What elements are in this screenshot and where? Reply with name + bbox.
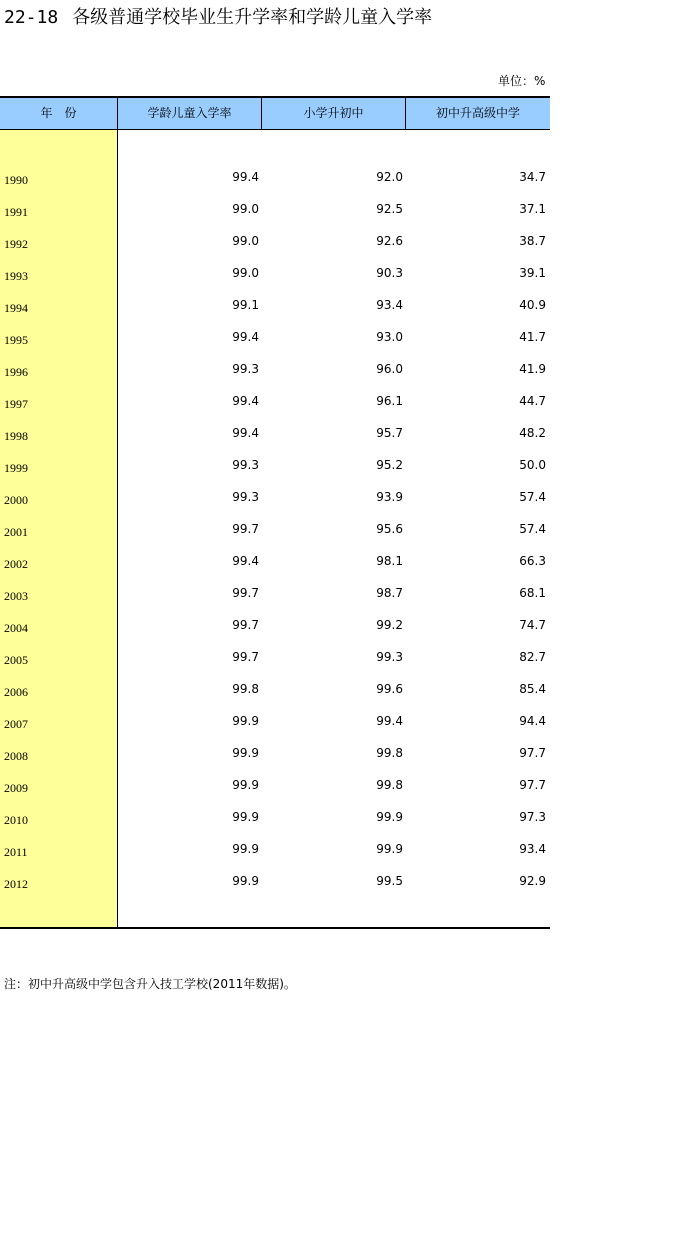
junior-to-senior-cell: 85.4: [519, 682, 546, 696]
primary-to-junior-cell: 99.6: [376, 682, 403, 696]
junior-to-senior-cell: 92.9: [519, 874, 546, 888]
primary-to-junior-cell: 98.1: [376, 554, 403, 568]
junior-to-senior-cell: 97.3: [519, 810, 546, 824]
table-row: [0, 520, 550, 552]
primary-to-junior-cell: 99.9: [376, 810, 403, 824]
junior-to-senior-cell: 68.1: [519, 586, 546, 600]
year-cell: 2004: [4, 621, 28, 635]
primary-to-junior-cell: 92.6: [376, 234, 403, 248]
junior-to-senior-cell: 74.7: [519, 618, 546, 632]
table-row: [0, 296, 550, 328]
table-row: [0, 168, 550, 200]
table-row: [0, 744, 550, 776]
school-age-enrollment-cell: 99.7: [232, 650, 259, 664]
table-row: [0, 648, 550, 680]
junior-to-senior-cell: 37.1: [519, 202, 546, 216]
school-age-enrollment-cell: 99.8: [232, 682, 259, 696]
school-age-enrollment-cell: 99.4: [232, 426, 259, 440]
year-cell: 2012: [4, 877, 28, 891]
junior-to-senior-cell: 93.4: [519, 842, 546, 856]
school-age-enrollment-cell: 99.4: [232, 394, 259, 408]
junior-to-senior-cell: 34.7: [519, 170, 546, 184]
table-bottom-rule: [0, 927, 550, 929]
year-cell: 2003: [4, 589, 28, 603]
header-primary-to-junior: 小学升初中: [261, 98, 405, 129]
junior-to-senior-cell: 38.7: [519, 234, 546, 248]
primary-to-junior-cell: 92.5: [376, 202, 403, 216]
school-age-enrollment-cell: 99.3: [232, 458, 259, 472]
school-age-enrollment-cell: 99.4: [232, 330, 259, 344]
table-row: [0, 584, 550, 616]
header-year: 年 份: [40, 106, 77, 120]
year-cell: 2006: [4, 685, 28, 699]
table-title: 各级普通学校毕业生升学率和学龄儿童入学率: [72, 7, 433, 28]
junior-to-senior-cell: 82.7: [519, 650, 546, 664]
primary-to-junior-cell: 99.2: [376, 618, 403, 632]
table-row: [0, 360, 550, 392]
primary-to-junior-cell: 99.8: [376, 778, 403, 792]
primary-to-junior-cell: 96.1: [376, 394, 403, 408]
school-age-enrollment-cell: 99.4: [232, 554, 259, 568]
primary-to-junior-cell: 92.0: [376, 170, 403, 184]
school-age-enrollment-cell: 99.9: [232, 778, 259, 792]
junior-to-senior-cell: 66.3: [519, 554, 546, 568]
table-row: [0, 232, 550, 264]
year-cell: 1994: [4, 301, 28, 315]
footnote: 注：初中升高级中学包含升入技工学校(2011年数据)。: [4, 977, 296, 991]
junior-to-senior-cell: 97.7: [519, 778, 546, 792]
primary-to-junior-cell: 95.2: [376, 458, 403, 472]
junior-to-senior-cell: 57.4: [519, 522, 546, 536]
table-row: [0, 328, 550, 360]
school-age-enrollment-cell: 99.3: [232, 362, 259, 376]
junior-to-senior-cell: 41.9: [519, 362, 546, 376]
primary-to-junior-cell: 99.5: [376, 874, 403, 888]
header-junior-to-senior: 初中升高级中学: [405, 98, 550, 129]
year-cell: 2011: [4, 845, 28, 859]
year-cell: 1998: [4, 429, 28, 443]
table-row: [0, 264, 550, 296]
school-age-enrollment-cell: 99.0: [232, 266, 259, 280]
primary-to-junior-cell: 95.7: [376, 426, 403, 440]
table-row: [0, 456, 550, 488]
year-cell: 1995: [4, 333, 28, 347]
table-header: [0, 98, 550, 130]
school-age-enrollment-cell: 99.9: [232, 746, 259, 760]
junior-to-senior-cell: 57.4: [519, 490, 546, 504]
year-cell: 2002: [4, 557, 28, 571]
school-age-enrollment-cell: 99.1: [232, 298, 259, 312]
year-cell: 2008: [4, 749, 28, 763]
school-age-enrollment-cell: 99.7: [232, 618, 259, 632]
unit-label: 单位：%: [498, 74, 546, 88]
table-row: [0, 808, 550, 840]
table-row: [0, 840, 550, 872]
primary-to-junior-cell: 93.9: [376, 490, 403, 504]
table-row: [0, 776, 550, 808]
primary-to-junior-cell: 96.0: [376, 362, 403, 376]
primary-to-junior-cell: 93.0: [376, 330, 403, 344]
table-row: [0, 616, 550, 648]
year-cell: 2010: [4, 813, 28, 827]
primary-to-junior-cell: 98.7: [376, 586, 403, 600]
primary-to-junior-cell: 99.3: [376, 650, 403, 664]
primary-to-junior-cell: 99.8: [376, 746, 403, 760]
year-cell: 1993: [4, 269, 28, 283]
table-number: 22-18: [4, 7, 59, 28]
year-cell: 1992: [4, 237, 28, 251]
school-age-enrollment-cell: 99.9: [232, 842, 259, 856]
table-row: [0, 872, 550, 904]
year-cell: 1997: [4, 397, 28, 411]
table-row: [0, 392, 550, 424]
school-age-enrollment-cell: 99.4: [232, 170, 259, 184]
table-row: [0, 424, 550, 456]
school-age-enrollment-cell: 99.0: [232, 234, 259, 248]
primary-to-junior-cell: 90.3: [376, 266, 403, 280]
junior-to-senior-cell: 94.4: [519, 714, 546, 728]
header-school-age-enrollment: 学龄儿童入学率: [117, 98, 261, 129]
primary-to-junior-cell: 99.9: [376, 842, 403, 856]
table-row: [0, 488, 550, 520]
primary-to-junior-cell: 95.6: [376, 522, 403, 536]
junior-to-senior-cell: 41.7: [519, 330, 546, 344]
year-cell: 2001: [4, 525, 28, 539]
year-cell: 1996: [4, 365, 28, 379]
table-row: [0, 200, 550, 232]
table-body: [0, 168, 550, 904]
year-cell: 2005: [4, 653, 28, 667]
year-cell: 2009: [4, 781, 28, 795]
primary-to-junior-cell: 99.4: [376, 714, 403, 728]
school-age-enrollment-cell: 99.7: [232, 586, 259, 600]
school-age-enrollment-cell: 99.9: [232, 874, 259, 888]
table-row: [0, 712, 550, 744]
page-title: [4, 6, 432, 30]
junior-to-senior-cell: 48.2: [519, 426, 546, 440]
school-age-enrollment-cell: 99.7: [232, 522, 259, 536]
year-cell: 2000: [4, 493, 28, 507]
school-age-enrollment-cell: 99.9: [232, 714, 259, 728]
table-row: [0, 680, 550, 712]
school-age-enrollment-cell: 99.3: [232, 490, 259, 504]
table-row: [0, 552, 550, 584]
school-age-enrollment-cell: 99.0: [232, 202, 259, 216]
year-cell: 1991: [4, 205, 28, 219]
junior-to-senior-cell: 44.7: [519, 394, 546, 408]
junior-to-senior-cell: 39.1: [519, 266, 546, 280]
school-age-enrollment-cell: 99.9: [232, 810, 259, 824]
year-cell: 1999: [4, 461, 28, 475]
year-cell: 1990: [4, 173, 28, 187]
junior-to-senior-cell: 97.7: [519, 746, 546, 760]
junior-to-senior-cell: 50.0: [519, 458, 546, 472]
year-cell: 2007: [4, 717, 28, 731]
primary-to-junior-cell: 93.4: [376, 298, 403, 312]
junior-to-senior-cell: 40.9: [519, 298, 546, 312]
